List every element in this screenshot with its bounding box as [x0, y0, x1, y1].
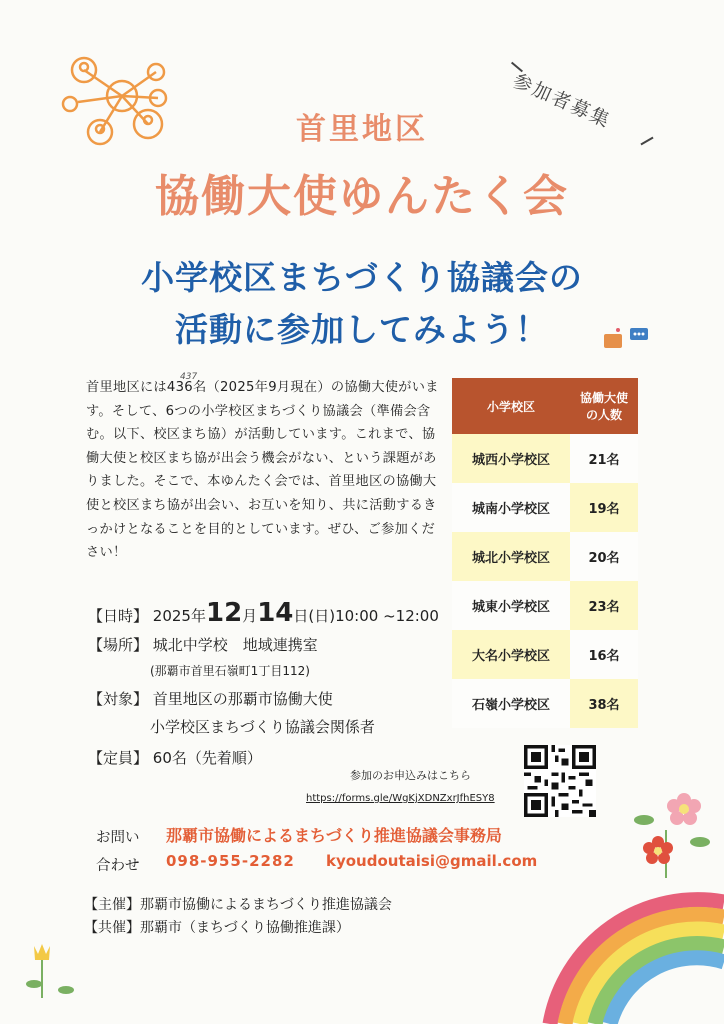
contact-organization: 那覇市協働によるまちづくり推進協議会事務局 — [166, 826, 502, 845]
date-year: 2025年 — [152, 607, 206, 625]
date-day: 14 — [257, 598, 294, 628]
target-line-1: 首里地区の那覇市協働大使 — [152, 690, 333, 708]
school-table — [452, 378, 638, 728]
school-name: 石嶺小学校区 — [452, 679, 570, 728]
intro-paragraph: 首里地区には436名（2025年9月現在）の協働大使がいます。そして、6つの小学校区まちづくり協議会（準備会含む。以下、校区まち協）が活動しています。これまで、協働大使と校区まち協が出会う機会がない、という課題がありました。そこで、本ゆんたく会では、首里地区の協働大使と校区まち協が出会い、お互いを知り、共に活動するきっかけとなることを目的としています。ぜひ、ご参加ください！ — [86, 380, 439, 561]
school-name: 城南小学校区 — [452, 483, 570, 532]
event-place — [88, 634, 318, 655]
ambassador-count: 20名 — [570, 532, 638, 581]
headline-line-1: 小学校区まちづくり協議会の — [141, 258, 583, 297]
header-count-line-1: 協働大使 — [579, 391, 628, 405]
ambassador-count: 16名 — [570, 630, 638, 679]
district-label: 首里地区 — [296, 112, 428, 147]
table-row — [452, 630, 638, 679]
host-organization: 【主催】那覇市協働によるまちづくり推進協議会 — [84, 897, 392, 913]
event-title: 協働大使ゆんたく会 — [155, 171, 569, 222]
date-time: (日)10:00 ~12:00 — [308, 607, 439, 625]
event-capacity — [88, 747, 262, 768]
ambassador-count: 38名 — [570, 679, 638, 728]
ambassador-count: 23名 — [570, 581, 638, 630]
header-school: 小学校区 — [452, 378, 570, 434]
contact-label-2: 合わせ — [96, 858, 140, 874]
apply-text: 参加のお申込みはこちら — [350, 769, 471, 782]
table-row — [452, 581, 638, 630]
table-row — [452, 434, 638, 483]
header-count-line-2: の人数 — [585, 408, 622, 422]
apply-link[interactable]: https://forms.gle/WgKjXDNZxrJfhESY8 — [306, 793, 495, 804]
event-date — [88, 598, 439, 628]
date-label: 【日時】 — [88, 607, 149, 625]
date-day-unit: 日 — [293, 607, 309, 625]
rainbow-icon — [530, 888, 724, 1024]
qr-code-icon[interactable] — [524, 745, 596, 817]
tulip-icon — [22, 940, 84, 1000]
date-month: 12 — [205, 598, 243, 628]
target-label: 【対象】 — [88, 690, 149, 708]
capacity-value: 60名（先着順） — [152, 749, 262, 767]
school-name: 城北小学校区 — [452, 532, 570, 581]
date-month-unit: 月 — [242, 607, 258, 625]
place-label: 【場所】 — [88, 636, 149, 654]
table-row — [452, 679, 638, 728]
table-row — [452, 483, 638, 532]
contact-phone[interactable]: 098-955-2282 — [166, 852, 295, 870]
contact-label-1: お問い — [96, 830, 140, 846]
place-address: (那覇市首里石嶺町1丁目112) — [150, 664, 310, 678]
chat-bubbles-icon — [602, 326, 652, 352]
flowers-icon — [622, 790, 718, 878]
school-name: 大名小学校区 — [452, 630, 570, 679]
capacity-label: 【定員】 — [88, 749, 149, 767]
table-row — [452, 532, 638, 581]
school-name: 城西小学校区 — [452, 434, 570, 483]
ambassador-count: 21名 — [570, 434, 638, 483]
school-name: 城東小学校区 — [452, 581, 570, 630]
cohost-organization: 【共催】那覇市（まちづくり協働推進課） — [84, 920, 350, 936]
recruit-label: 参加者募集 — [509, 69, 615, 133]
contact-email[interactable]: kyoudoutaisi@gmail.com — [326, 852, 538, 870]
place-name: 城北中学校 地域連携室 — [152, 636, 318, 654]
headline-line-2: 活動に参加してみよう！ — [175, 310, 549, 349]
ambassador-count: 19名 — [570, 483, 638, 532]
count-correction-note: 437 — [180, 372, 198, 382]
header-count — [570, 378, 638, 434]
event-target — [88, 688, 333, 709]
target-line-2: 小学校区まちづくり協議会関係者 — [150, 718, 375, 736]
